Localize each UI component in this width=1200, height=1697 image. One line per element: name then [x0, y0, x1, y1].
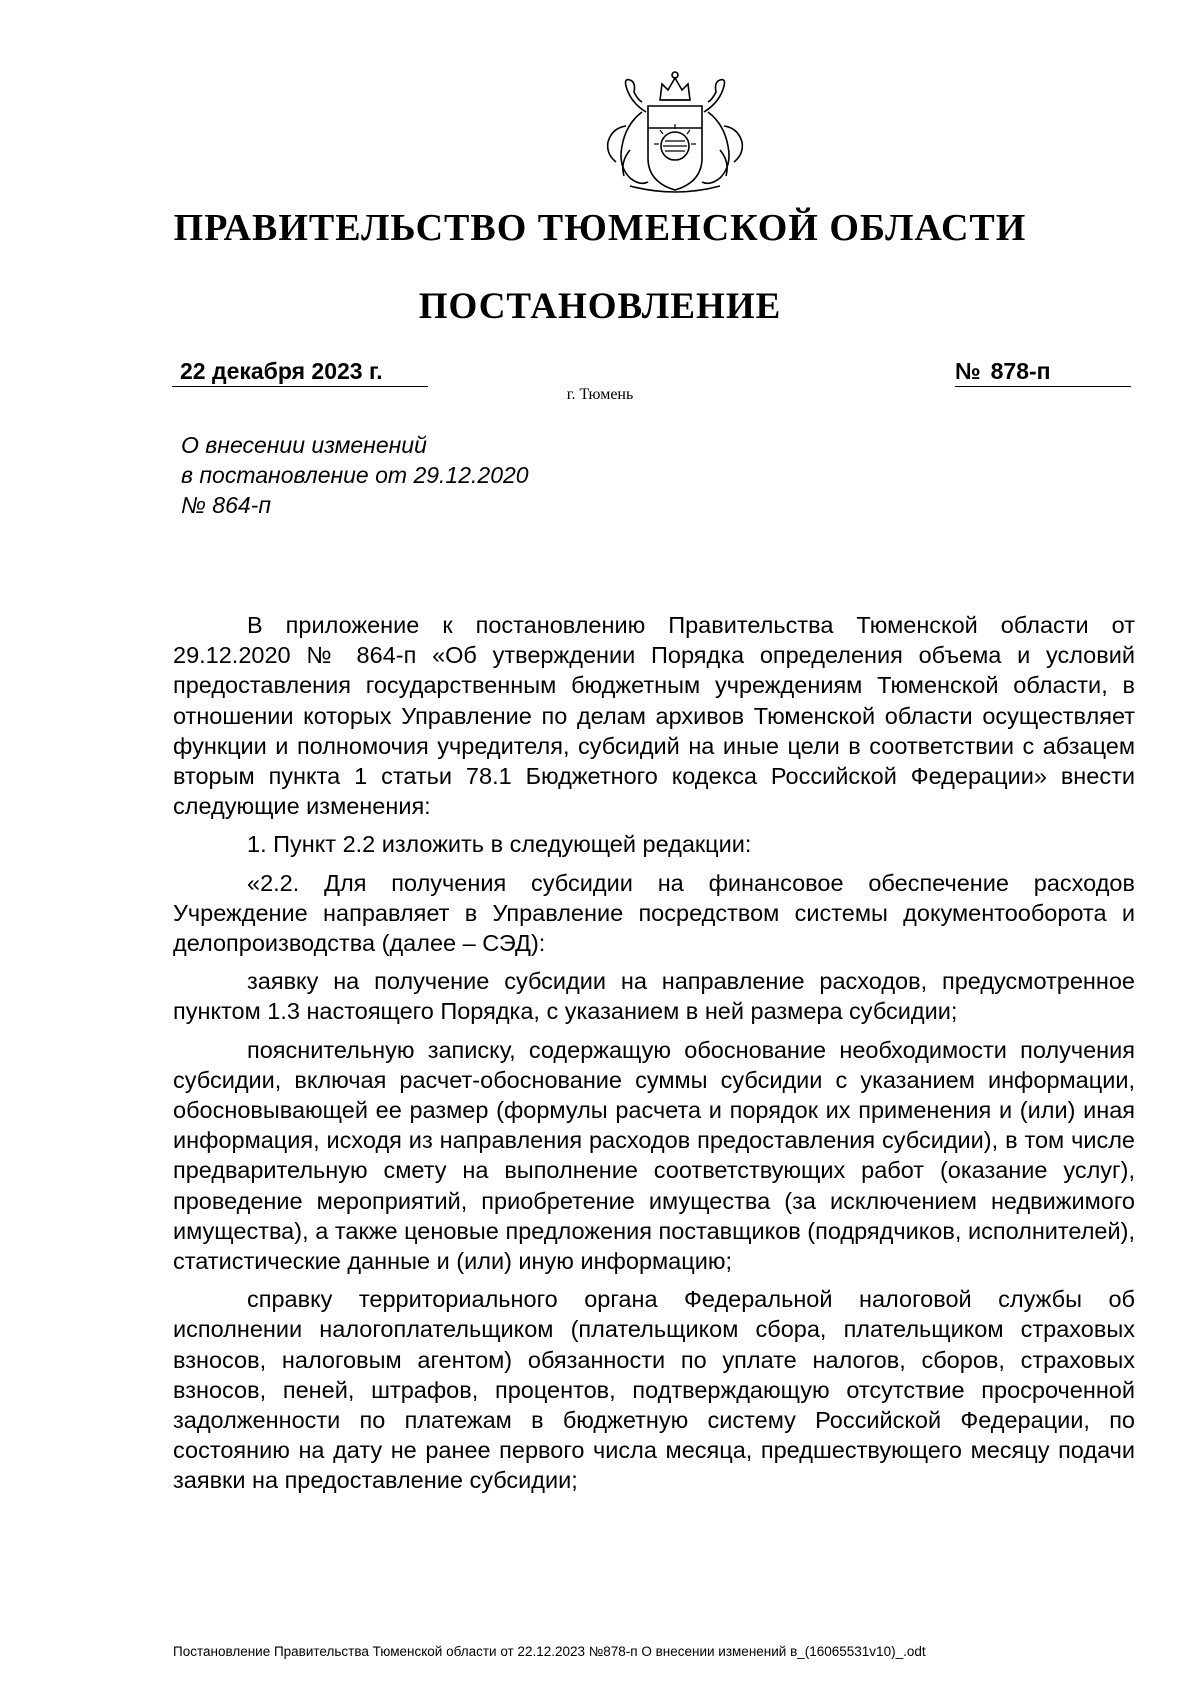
document-date: 22 декабря 2023 г.	[180, 358, 383, 384]
organization-title: ПРАВИТЕЛЬСТВО ТЮМЕНСКОЙ ОБЛАСТИ	[173, 207, 1027, 249]
body-paragraph: В приложение к постановлению Правительства Тюменской области от 29.12.2020 № 864-п «Об утверждении Порядка определения объема и условий предоставления государственным бюджетным учреждениям Тюменской области, в отношении которых Управление по делам архивов Тюменской области осуществляет функции и полномочия учредителя, субсидий на иные цели в соответствии с абзацем вторым пункта 1 статьи 78.1 Бюджетного кодекса Российской Федерации» внести следующие изменения:	[173, 612, 1135, 820]
subject-line: в постановление от 29.12.2020	[181, 462, 529, 488]
document-number-field	[955, 356, 1131, 387]
body-paragraph: «2.2. Для получения субсидии на финансовое обеспечение расходов Учреждение направляет в Управление посредством системы документооборота и делопроизводства (далее – СЭД):	[173, 869, 1135, 957]
document-body	[173, 610, 1135, 1504]
subject-line: № 864-п	[181, 492, 271, 518]
document-type-heading: ПОСТАНОВЛЕНИЕ	[418, 286, 782, 327]
body-paragraph: заявку на получение субсидии на направление расходов, предусмотренное пунктом 1.3 настоящего Порядка, с указанием в ней размера субсидии;	[173, 968, 1135, 1025]
body-paragraph: пояснительную записку, содержащую обоснование необходимости получения субсидии, включая расчет-обоснование суммы субсидии с указанием информации, обосновывающей ее размер (формулы расчета и порядок их применения и (или) иная информация, исходя из направления расходов предоставления субсидии), в том числе предварительную смету на выполнение соответствующих работ (оказание услуг), проведение мероприятий, приобретение имущества (за исключением недвижимого имущества), а также ценовые предложения поставщиков (подрядчиков, исполнителей), статистические данные и (или) иную информацию;	[173, 1036, 1135, 1275]
body-paragraph: 1. Пункт 2.2 изложить в следующей редакции:	[247, 831, 752, 858]
subject-line: О внесении изменений	[181, 432, 427, 458]
page-footer: Постановление Правительства Тюменской области от 22.12.2023 №878-п О внесении изменений в_(16065531v10)_.odt	[173, 1644, 926, 1659]
number-sign: №	[955, 358, 981, 384]
tyumen-coat-of-arms-icon	[590, 66, 760, 198]
document-date-field	[172, 356, 428, 387]
document-number: 878-п	[990, 358, 1051, 384]
city-name: г. Тюмень	[566, 386, 634, 403]
document-subject	[181, 430, 681, 520]
body-paragraph: справку территориального органа Федеральной налоговой службы об исполнении налогоплательщиком (плательщиком сбора, плательщиком страховых взносов, налоговым агентом) обязанности по уплате налогов, сборов, страховых взносов, пеней, штрафов, процентов, подтверждающую отсутствие просроченной задолженности по платежам в бюджетную систему Российской Федерации, по состоянию на дату не ранее первого числа месяца, предшествующего месяцу подачи заявки на предоставление субсидии;	[173, 1286, 1135, 1494]
